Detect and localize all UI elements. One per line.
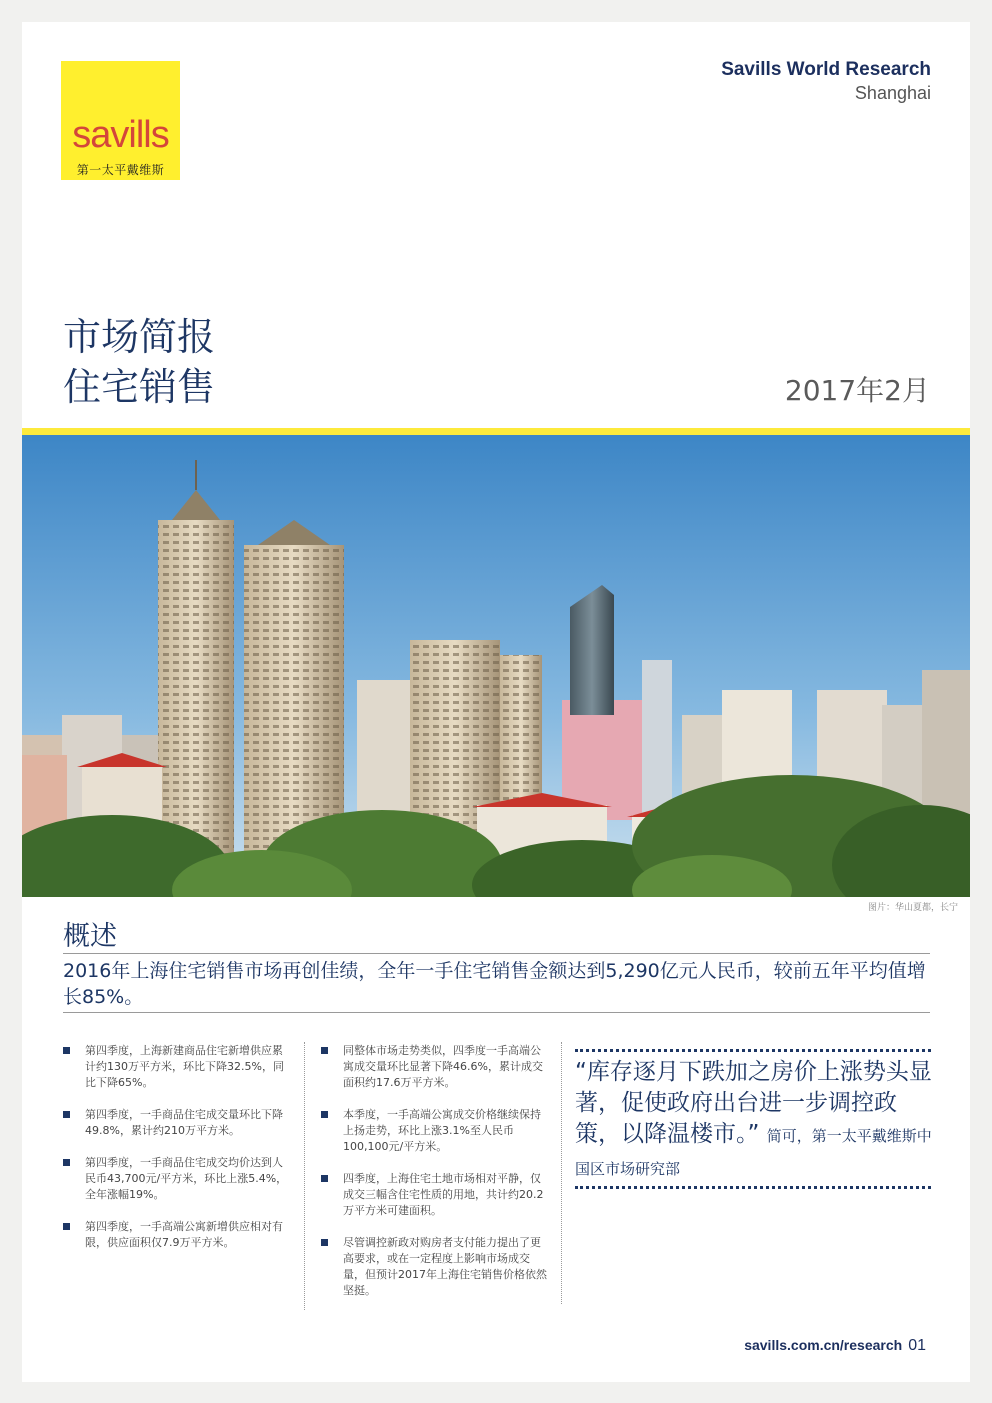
bullet-text: 本季度，一手高端公寓成交价格继续保持上扬走势，环比上涨3.1%至人民币100,100元/平方米。 <box>343 1108 541 1153</box>
cover-photo <box>22 435 970 897</box>
photo-caption: 图片：华山夏都，长宁 <box>867 903 958 913</box>
bullet-text: 同整体市场走势类似，四季度一手高端公寓成交量环比显著下降46.6%，累计成交面积约17.6万平方米。 <box>343 1044 543 1089</box>
report-page <box>22 22 970 1382</box>
cityscape-photo <box>22 435 970 897</box>
yellow-divider <box>22 428 970 435</box>
org-name: Savills World Research <box>721 59 931 80</box>
footer-url[interactable]: savills.com.cn/research <box>744 1337 903 1353</box>
page-footer <box>744 1337 926 1355</box>
headline-bottom-rule <box>63 1012 930 1013</box>
title-line-1: 市场简报 <box>63 315 216 359</box>
bullet-square-icon <box>321 1239 328 1246</box>
bullet-square-icon <box>321 1047 328 1054</box>
org-city: Shanghai <box>854 83 931 103</box>
overview-headline: 2016年上海住宅销售市场再创佳绩，全年一手住宅销售金额达到5,290亿元人民币，较前五年平均值增长85%。 <box>63 960 926 1008</box>
bullet-square-icon <box>63 1159 70 1166</box>
overview-heading: 概述 <box>63 921 117 952</box>
list-item <box>319 1107 551 1155</box>
pull-quote <box>575 1057 935 1185</box>
report-title <box>63 312 215 412</box>
quote-top-dots <box>575 1049 931 1052</box>
quote-bottom-dots <box>575 1186 931 1189</box>
list-item <box>61 1043 293 1091</box>
bullet-square-icon <box>321 1175 328 1182</box>
logo-subtitle: 第一太平戴维斯 <box>76 163 165 177</box>
savills-logo <box>61 61 180 180</box>
quote-text: “库存逐月下跌加之房价上涨势头显著，促使政府出台进一步调控政策，以降温楼市。” <box>575 1059 932 1147</box>
page-number: 01 <box>908 1337 926 1354</box>
bullet-square-icon <box>321 1111 328 1118</box>
list-item <box>319 1171 551 1219</box>
bullet-text: 四季度，上海住宅土地市场相对平静，仅成交三幅含住宅性质的用地，共计约20.2万平方米可建面积。 <box>343 1172 544 1217</box>
list-item <box>319 1043 551 1091</box>
bullet-column-1 <box>61 1043 293 1267</box>
column-divider <box>304 1042 305 1310</box>
headline-top-rule <box>63 953 930 954</box>
list-item <box>319 1235 551 1299</box>
bullet-text: 第四季度，一手高端公寓新增供应相对有限，供应面积仅7.9万平方米。 <box>85 1220 283 1249</box>
column-divider <box>561 1042 562 1304</box>
bullet-text: 尽管调控新政对购房者支付能力提出了更高要求，或在一定程度上影响市场成交量，但预计2017年上海住宅销售价格依然坚挺。 <box>343 1236 547 1297</box>
bullet-square-icon <box>63 1111 70 1118</box>
list-item <box>61 1107 293 1139</box>
bullet-column-2 <box>319 1043 551 1315</box>
list-item <box>61 1219 293 1251</box>
report-date: 2017年2月 <box>784 374 930 407</box>
bullet-square-icon <box>63 1047 70 1054</box>
title-line-2: 住宅销售 <box>63 365 216 409</box>
logo-wordmark: savills <box>72 114 169 156</box>
list-item <box>61 1155 293 1203</box>
bullet-square-icon <box>63 1223 70 1230</box>
bullet-text: 第四季度，一手商品住宅成交均价达到人民币43,700元/平方米，环比上涨5.4%，全年涨幅19%。 <box>85 1156 288 1201</box>
bullet-text: 第四季度，一手商品住宅成交量环比下降49.8%，累计约210万平方米。 <box>85 1108 283 1137</box>
research-header <box>721 59 931 104</box>
bullet-text: 第四季度，上海新建商品住宅新增供应累计约130万平方米，环比下降32.5%，同比下降65%。 <box>85 1044 284 1089</box>
quote-attribution: 简可，第一太平戴维斯中国区市场研究部 <box>575 1127 932 1178</box>
